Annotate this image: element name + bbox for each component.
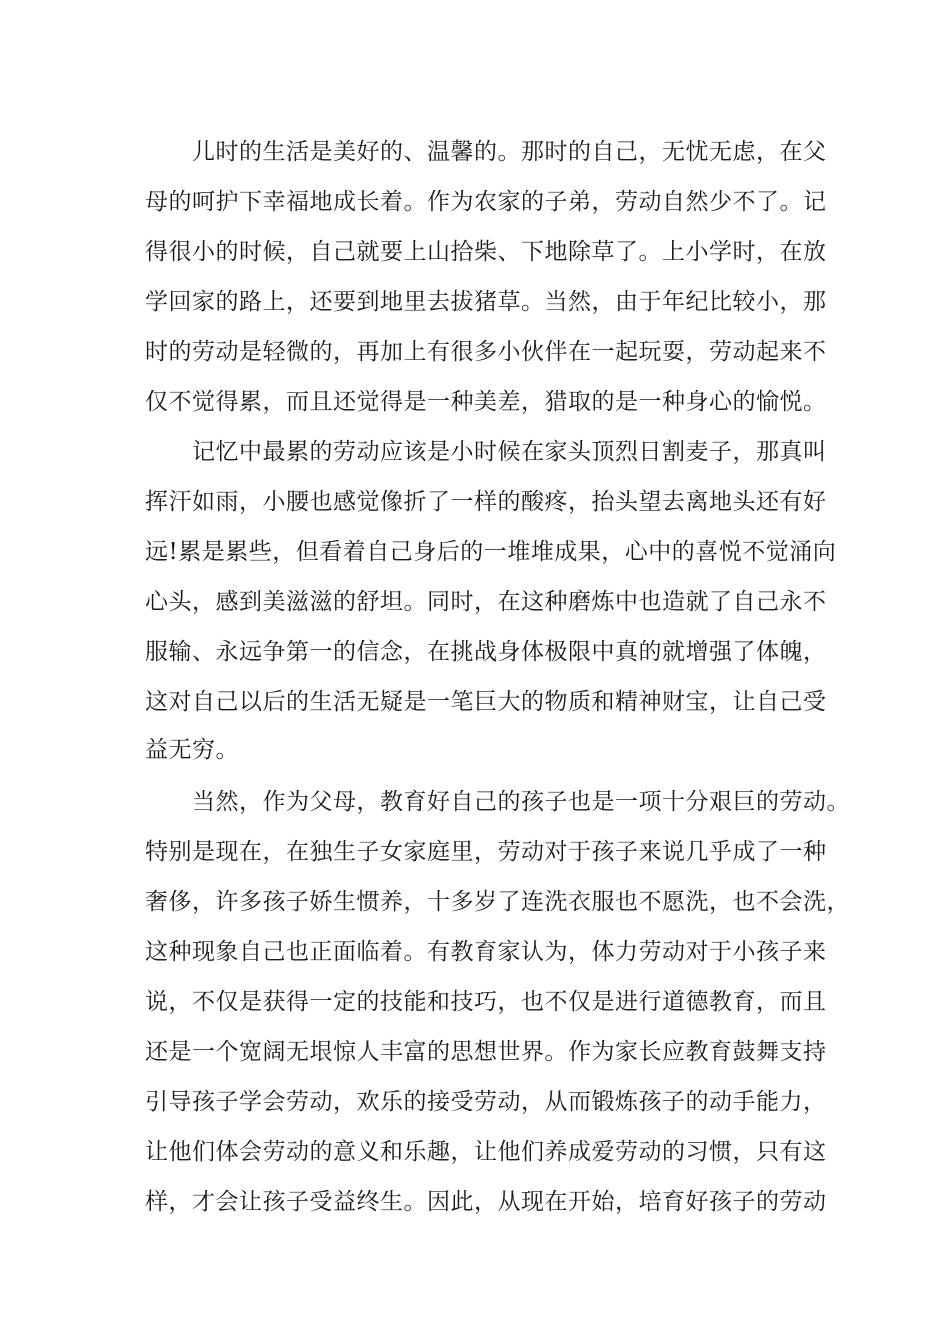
- paragraph-2-line-7: 益无穷。: [145, 737, 239, 763]
- paragraph-3-line-7: 引导孩子学会劳动，欢乐的接受劳动，从而锻炼孩子的动手能力，: [145, 1089, 827, 1115]
- paragraph-2-line-5: 服输、永远争第一的信念，在挑战身体极限中真的就增强了体魄，: [145, 639, 827, 665]
- paragraph-3-line-6: 还是一个宽阔无垠惊人丰富的思想世界。作为家长应教育鼓舞支持: [145, 1039, 827, 1065]
- paragraph-1-line-4: 学回家的路上，还要到地里去拔猪草。当然，由于年纪比较小，那: [145, 289, 827, 315]
- paragraph-3-line-8: 让他们体会劳动的意义和乐趣，让他们养成爱劳动的习惯，只有这: [145, 1139, 827, 1165]
- paragraph-3-line-9: 样，才会让孩子受益终生。因此，从现在开始，培育好孩子的劳动: [145, 1189, 827, 1215]
- paragraph-3-line-2: 特别是现在，在独生子女家庭里，劳动对于孩子来说几乎成了一种: [145, 839, 827, 865]
- paragraph-1-line-5: 时的劳动是轻微的，再加上有很多小伙伴在一起玩耍，劳动起来不: [145, 339, 827, 365]
- paragraph-1-line-2: 母的呵护下幸福地成长着。作为农家的子弟，劳动自然少不了。记: [145, 189, 827, 215]
- paragraph-2-line-6: 这对自己以后的生活无疑是一笔巨大的物质和精神财宝，让自己受: [145, 689, 827, 715]
- paragraph-2-line-1: 记忆中最累的劳动应该是小时候在家头顶烈日割麦子，那真叫: [192, 439, 827, 465]
- paragraph-2-line-3: 远!累是累些，但看着自己身后的一堆堆成果，心中的喜悦不觉涌向: [145, 539, 837, 565]
- paragraph-1-line-1: 儿时的生活是美好的、温馨的。那时的自己，无忧无虑，在父: [192, 139, 827, 165]
- paragraph-3-line-3: 奢侈，许多孩子娇生惯养，十多岁了连洗衣服也不愿洗，也不会洗，: [145, 889, 850, 915]
- paragraph-3-line-5: 说，不仅是获得一定的技能和技巧，也不仅是进行道德教育，而且: [145, 989, 827, 1015]
- paragraph-3-line-1: 当然，作为父母，教育好自己的孩子也是一项十分艰巨的劳动。: [192, 789, 850, 815]
- paragraph-2-line-4: 心头，感到美滋滋的舒坦。同时，在这种磨炼中也造就了自己永不: [145, 589, 827, 615]
- paragraph-3-line-4: 这种现象自己也正面临着。有教育家认为，体力劳动对于小孩子来: [145, 939, 827, 965]
- paragraph-1-line-6: 仅不觉得累，而且还觉得是一种美差，猎取的是一种身心的愉悦。: [145, 389, 827, 415]
- paragraph-2-line-2: 挥汗如雨，小腰也感觉像折了一样的酸疼，抬头望去离地头还有好: [145, 489, 827, 515]
- paragraph-1-line-3: 得很小的时候，自己就要上山拾柴、下地除草了。上小学时，在放: [145, 239, 827, 265]
